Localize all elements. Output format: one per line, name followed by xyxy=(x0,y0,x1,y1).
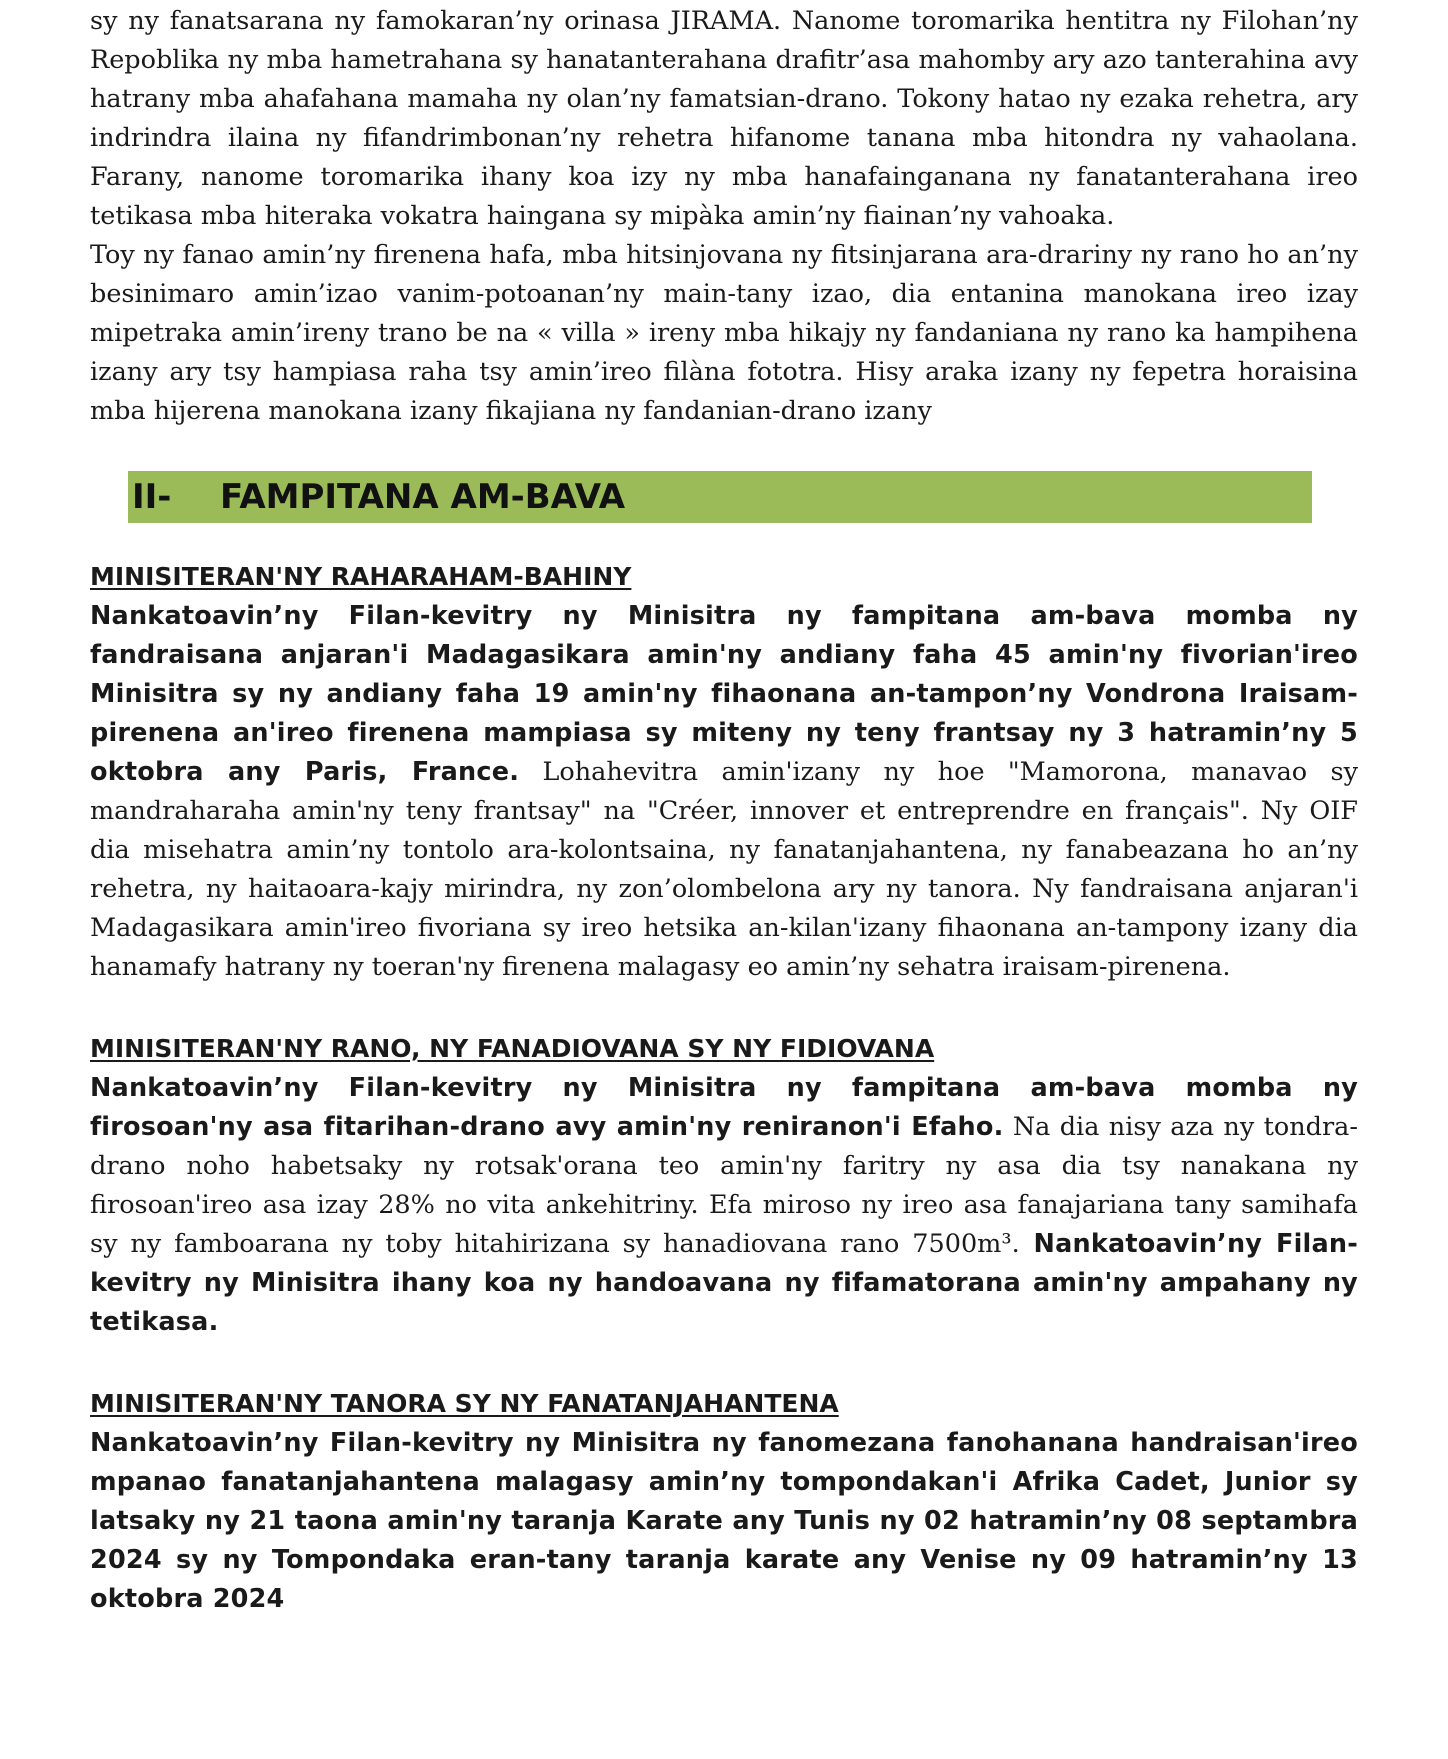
ministry-section-youth-sports xyxy=(90,1388,1358,1619)
intro-paragraph-1: sy ny fanatsarana ny famokaran’ny orinasa JIRAMA. Nanome toromarika hentitra ny Filohan’ny Repoblika ny mba hametrahana sy hanatanterahana drafitr’asa mahomby ary azo tanterahina avy hatrany mba ahafahana mamaha ny olan’ny famatsian-drano. Tokony hatao ny ezaka rehetra, ary indrindra ilaina ny fifandrimbonan’ny rehetra hifanome tanana mba hitondra ny vahaolana. Farany, nanome toromarika ihany koa izy ny mba hanafainganana ny fanatanterahana ireo tetikasa mba hiteraka vokatra haingana sy mipàka amin’ny fiainan’ny vahoaka. xyxy=(90,6,1358,231)
ministry-heading: MINISITERAN'NY TANORA SY NY FANATANJAHANTENA xyxy=(90,1389,839,1418)
ministry-paragraph xyxy=(90,597,1358,987)
decision-bold-text: Nankatoavin’ny Filan-kevitry ny Minisitra ny fampitana am-bava momba ny firosoan'ny asa fitarihan-drano avy amin'ny reniranon'i Efaho. xyxy=(90,1073,1358,1142)
decision-bold-text-2: Nankatoavin’ny Filan-kevitry ny Minisitra ihany koa ny handoavana ny fifamatorana amin'ny ampahany ny tetikasa. xyxy=(90,1229,1359,1337)
paragraph-text: Na dia nisy aza ny tondra-drano noho habetsaky ny rotsak'orana teo amin'ny faritry ny asa dia tsy nanakana ny firosoan'ireo asa izay 28% no vita ankehitriny. Efa miroso ny ireo asa fanajariana tany samihafa sy ny famboarana ny toby hitahirizana sy hanadiovana rano 7500m³. xyxy=(90,1112,1358,1259)
ministry-heading: MINISITERAN'NY RANO, NY FANADIOVANA SY NY FIDIOVANA xyxy=(90,1034,935,1063)
intro-paragraph-2: Toy ny fanao amin’ny firenena hafa, mba hitsinjovana ny fitsinjarana ara-drariny ny rano ho an’ny besinimaro amin’izao vanim-potoanan’ny main-tany izao, dia entanina manokana ireo izay mipetraka amin’ireny trano be na « villa » ireny mba hikajy ny fandaniana ny rano ka hampihena izany ary tsy hampiasa raha tsy amin’ireo filàna fototra. Hisy araka izany ny fepetra horaisina mba hijerena manokana izany fikajiana ny fandanian-drano izany xyxy=(90,240,1358,426)
paragraph-text: Lohahevitra amin'izany ny hoe "Mamorona, manavao sy mandraharaha amin'ny teny frantsay" na "Créer, innover et entreprendre en français". Ny OIF dia misehatra amin’ny tontolo ara-kolontsaina, ny fanatanjahantena, ny fanabeazana ho an’ny rehetra, ny haitaoara-kajy mirindra, ny zon’olombelona ary ny tanora. Ny fandraisana anjaran'i Madagasikara amin'ireo fivoriana sy ireo hetsika an-kilan'izany fihaonana an-tampony izany dia hanamafy hatrany ny toeran'ny firenena malagasy eo amin’ny sehatra iraisam-pirenena. xyxy=(90,757,1358,982)
decision-bold-text: Nankatoavin’ny Filan-kevitry ny Minisitra ny fampitana am-bava momba ny fandraisana anjaran'i Madagasikara amin'ny andiany faha 45 amin'ny fivorian'ireo Minisitra sy ny andiany faha 19 amin'ny fihaonana an-tampon’ny Vondrona Iraisam-pirenena an'ireo firenena mampiasa sy miteny ny teny frantsay ny 3 hatramin’ny 5 oktobra any Paris, France. xyxy=(90,601,1358,787)
intro-block xyxy=(90,0,1358,431)
ministry-paragraph xyxy=(90,1424,1358,1619)
ministry-section-foreign-affairs xyxy=(90,561,1358,987)
section-title: FAMPITANA AM-BAVA xyxy=(220,477,626,517)
ministry-heading: MINISITERAN'NY RAHARAHAM-BAHINY xyxy=(90,562,632,591)
section-heading-banner xyxy=(128,471,1312,523)
ministry-paragraph xyxy=(90,1069,1358,1342)
ministry-section-water xyxy=(90,1033,1358,1342)
section-number: II- xyxy=(132,477,172,517)
decision-bold-text: Nankatoavin’ny Filan-kevitry ny Minisitra ny fanomezana fanohanana handraisan'ireo mpanao fanatanjahantena malagasy amin’ny tompondakan'i Afrika Cadet, Junior sy latsaky ny 21 taona amin'ny taranja Karate any Tunis ny 02 hatramin’ny 08 septambra 2024 sy ny Tompondaka eran-tany taranja karate any Venise ny 09 hatramin’ny 13 oktobra 2024 xyxy=(90,1428,1358,1614)
